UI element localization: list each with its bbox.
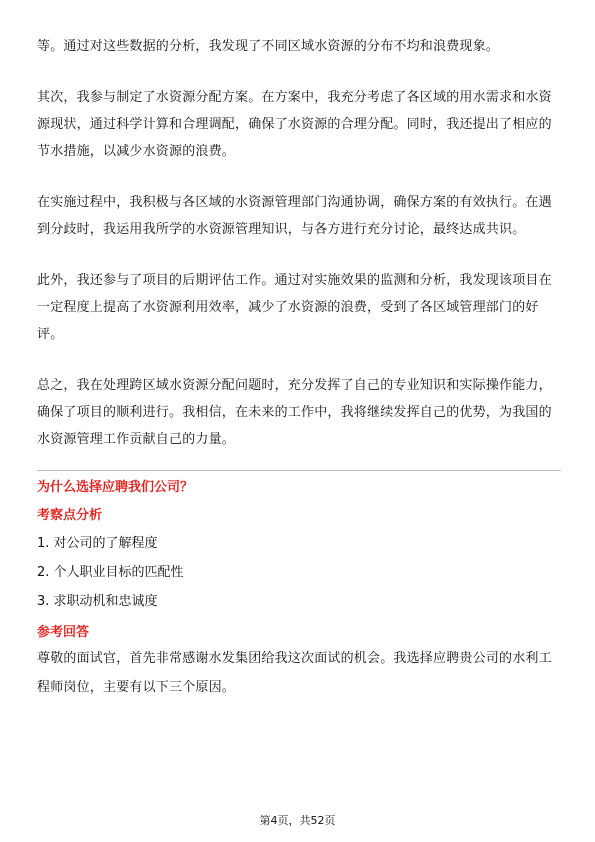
paragraph-5: 总之，我在处理跨区域水资源分配问题时，充分发挥了自己的专业知识和实际操作能力，确保了项目的顺利进行。我相信，在未来的工作中，我将继续发挥自己的优势，为我国的水资源管理工作贡献自己的力量。 [37, 378, 552, 447]
document-body [37, 33, 561, 702]
paragraph-4: 此外，我还参与了项目的后期评估工作。通过对实施效果的监测和分析，我发现该项目在一定程度上提高了水资源利用效率，减少了水资源的浪费，受到了各区域管理部门的好评。 [37, 273, 552, 342]
reference-heading: 参考回答 [37, 625, 90, 640]
question-heading: 为什么选择应聘我们公司？ [37, 480, 194, 495]
analysis-item: 2. 个人职业目标的匹配性 [37, 565, 184, 580]
reference-answer: 尊敬的面试官，首先非常感谢水发集团给我这次面试的机会。我选择应聘贵公司的水利工程师岗位，主要有以下三个原因。 [37, 651, 552, 695]
section-divider [37, 470, 561, 471]
paragraph-2: 其次，我参与制定了水资源分配方案。在方案中，我充分考虑了各区域的用水需求和水资源现状，通过科学计算和合理调配，确保了水资源的合理分配。同时，我还提出了相应的节水措施，以减少水资源的浪费。 [37, 90, 552, 159]
analysis-list [37, 529, 561, 616]
paragraph-1: 等。通过对这些数据的分析，我发现了不同区域水资源的分布不均和浪费现象。 [37, 39, 500, 54]
analysis-item: 3. 求职动机和忠诚度 [37, 594, 158, 609]
page-number: 第4页，共52页 [259, 814, 336, 827]
analysis-item: 1. 对公司的了解程度 [37, 536, 158, 551]
paragraph-3: 在实施过程中，我积极与各区域的水资源管理部门沟通协调，确保方案的有效执行。在遇到分歧时，我运用我所学的水资源管理知识，与各方进行充分讨论，最终达成共识。 [37, 195, 552, 237]
analysis-heading: 考察点分析 [37, 508, 103, 523]
